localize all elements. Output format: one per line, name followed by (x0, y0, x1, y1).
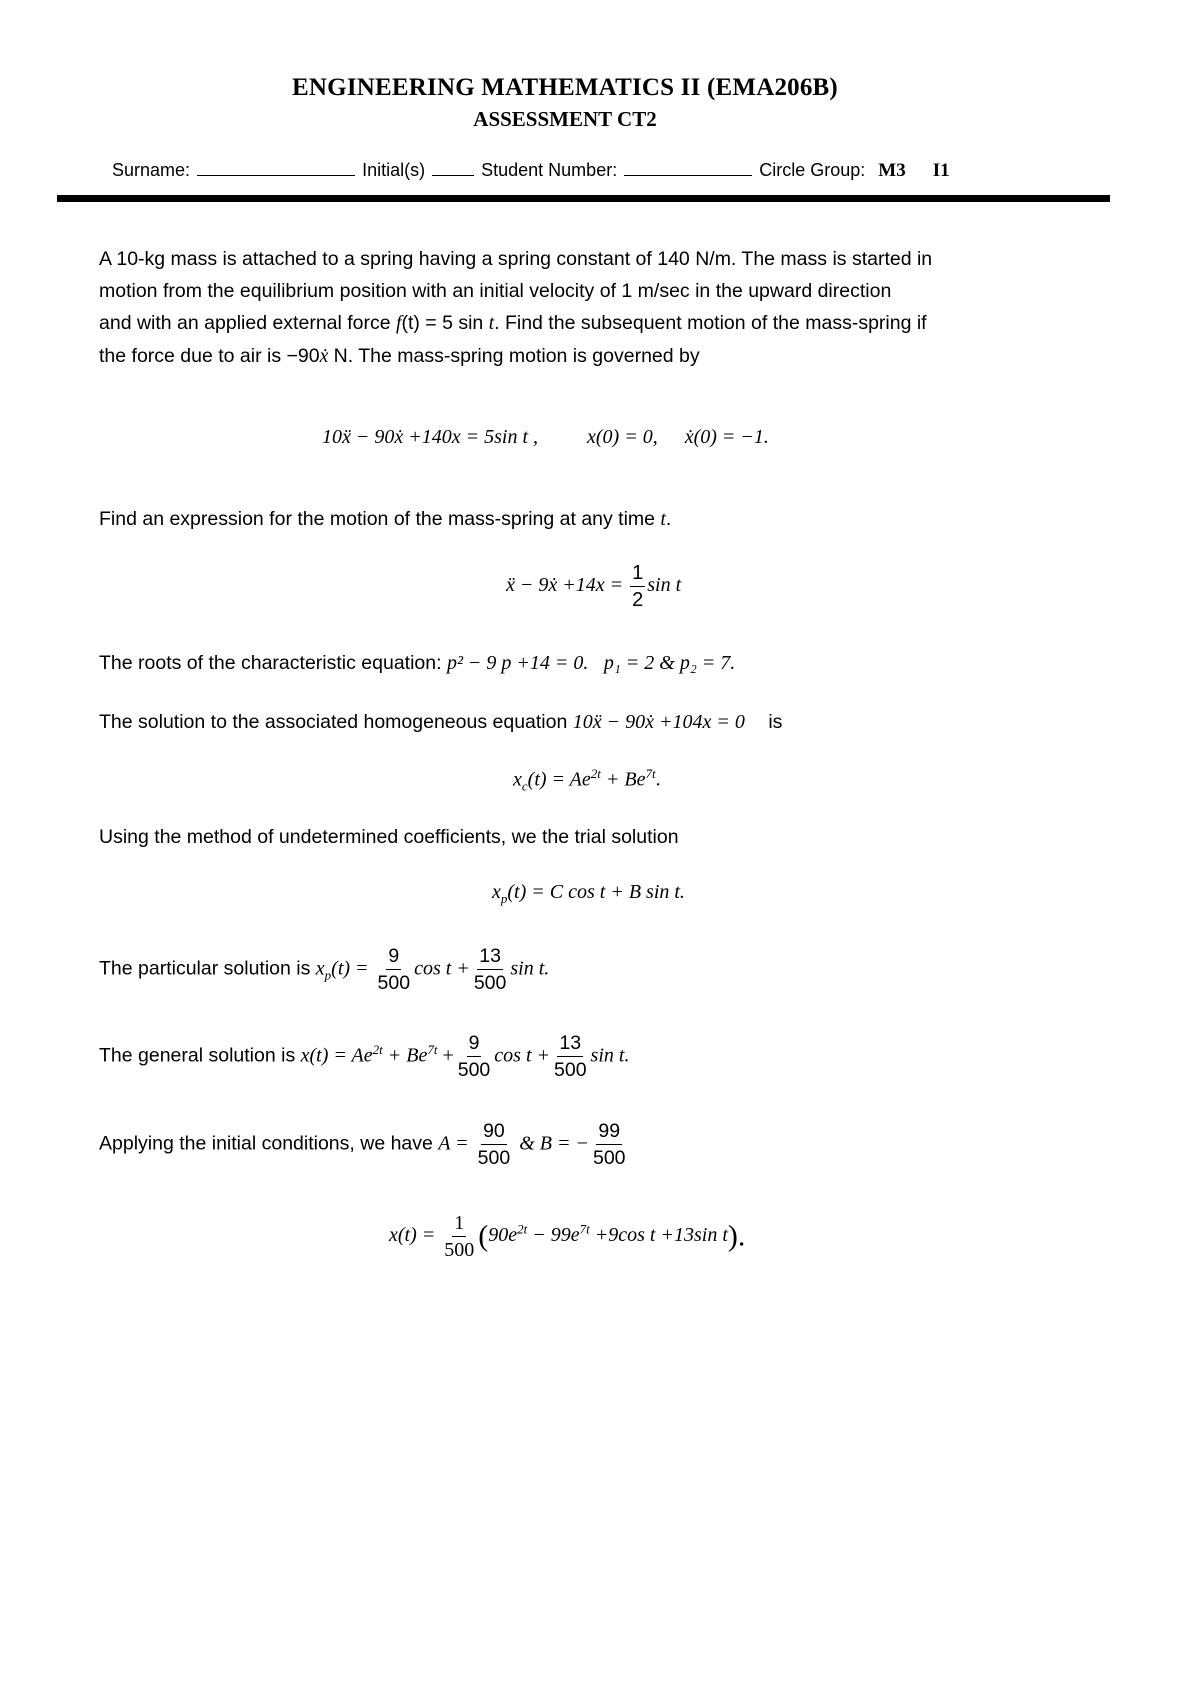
header-rule (57, 195, 1110, 202)
circle-group-i1: I1 (932, 160, 950, 181)
problem-line-4: the force due to air is −90ẋ N. The mass-spring motion is governed by (99, 345, 700, 367)
roots-line: The roots of the characteristic equation: p² − 9 p +14 = 0. p₁ = 2 & p₂ = 7. (99, 652, 736, 674)
student-number-blank (624, 158, 752, 176)
homogeneous-line: The solution to the associated homogeneous equation 10ẍ − 90ẋ +104x = 0 is (99, 711, 783, 733)
circle-group-label: Circle Group: (759, 160, 866, 180)
trial-solution: $x_p(t) = C$ cos t + B sin t. (492, 881, 685, 906)
ode-equation: 10ẍ − 90ẋ +140x = 5sin t , x(0) = 0, ẋ(0) = −1. (322, 426, 769, 448)
circle-group-m3: M3 (878, 160, 906, 181)
surname-label: Surname: (112, 160, 191, 180)
surname-blank (197, 158, 355, 176)
problem-line-3: and with an applied external force f(t) = 5 sin t. Find the subsequent motion of the mass-spring if (99, 312, 927, 334)
problem-line-1: A 10-kg mass is attached to a spring having a spring constant of 140 N/m. The mass is started in (99, 248, 933, 270)
undetermined-coefficients-text: Using the method of undetermined coefficients, we the trial solution (99, 826, 679, 848)
general-solution-line: The general solution is $x(t) = Ae^{2t} + Be^{7t}$ + $\frac{9}{500}$ cos t + $\frac{13}{500}$ sin t. (99, 1032, 630, 1081)
complementary-solution: $x_c(t) = Ae^{2t} + Be^{7t}$. (513, 766, 661, 794)
initials-label: Initial(s) (362, 160, 426, 180)
problem-statement (99, 243, 1059, 373)
document-subtitle: ASSESSMENT CT2 (473, 107, 657, 131)
initials-blank (432, 158, 474, 176)
student-number-label: Student Number: (481, 160, 618, 180)
find-expression-text: Find an expression for the motion of the mass-spring at any time t. (99, 508, 672, 530)
final-solution: x(t) = $\frac{1}{500}$ ($90e^{2t} - 99e^{7t} +9\cos$ t +13sin t). (389, 1212, 746, 1261)
document-title: ENGINEERING MATHEMATICS II (EMA206B) (292, 74, 838, 101)
problem-line-2: motion from the equilibrium position with an initial velocity of 1 m/sec in the upward direction (99, 280, 892, 302)
initial-conditions-line: Applying the initial conditions, we have A = $\frac{90}{500}$ & B = − $\frac{99}{500}$ (99, 1120, 626, 1169)
particular-solution-line: The particular solution is $x_p(t)$ = $\frac{9}{500}$ cos t + $\frac{13}{500}$ sin t. (99, 945, 550, 994)
student-info-fields (112, 158, 950, 182)
normalized-equation: ẍ − 9ẋ +14x = $\frac{1}{2}$ sin t (506, 562, 682, 611)
